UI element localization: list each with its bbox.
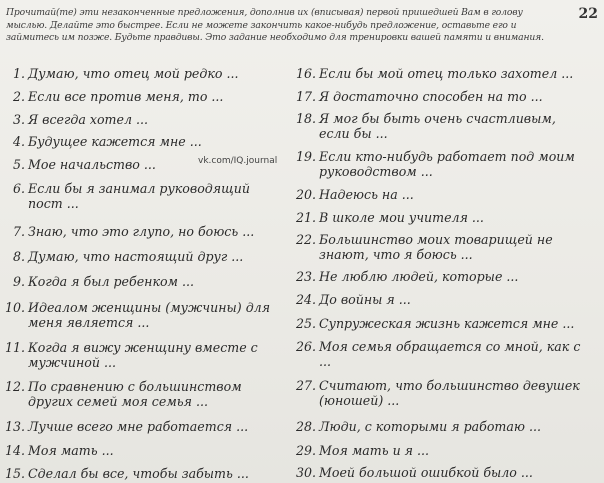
item-number: 19.: [296, 149, 317, 164]
sentence-item: [5, 224, 281, 239]
item-number: 6.: [12, 181, 25, 196]
sentence-item: [5, 300, 281, 330]
sentence-item: [5, 419, 281, 434]
sentence-item: [296, 339, 586, 369]
item-number: 23.: [296, 269, 317, 284]
sentence-item: [296, 66, 586, 81]
sentence-item: [5, 112, 281, 127]
item-number: 1.: [12, 66, 25, 81]
item-text: Моя семья обращается со мной, как с ...: [319, 339, 581, 369]
item-text: Большинство моих товарищей не знают, что я боюсь ...: [319, 232, 553, 262]
item-number: 20.: [296, 187, 317, 202]
item-text: Люди, с которыми я работаю ...: [319, 419, 541, 434]
sentence-item: [296, 316, 586, 331]
sentence-item: [5, 181, 281, 211]
sentence-item: [5, 66, 281, 81]
item-number: 14.: [5, 443, 26, 458]
sentence-item: [5, 443, 281, 458]
item-text: Сделал бы все, чтобы забыть ...: [28, 466, 249, 481]
item-number: 25.: [296, 316, 317, 331]
item-number: 13.: [5, 419, 26, 434]
item-text: Считают, что большинство девушек (юношей) ...: [319, 378, 580, 408]
sentence-item: [296, 378, 586, 408]
sentence-item: [296, 232, 586, 262]
sentence-item: [5, 134, 281, 149]
item-number: 10.: [5, 300, 26, 315]
item-text: Если бы я занимал руководящий пост ...: [28, 181, 250, 211]
item-number: 12.: [5, 379, 26, 394]
item-number: 16.: [296, 66, 317, 81]
sentence-item: [296, 465, 586, 480]
item-text: Я мог бы быть очень счастливым, если бы ...: [319, 111, 556, 141]
item-text: Когда я был ребенком ...: [28, 274, 195, 289]
item-number: 18.: [296, 111, 317, 126]
item-number: 7.: [12, 224, 25, 239]
item-text: Идеалом женщины (мужчины) для меня является ...: [28, 300, 271, 330]
item-text: Я всегда хотел ...: [28, 112, 148, 127]
item-number: 24.: [296, 292, 317, 307]
item-number: 11.: [5, 340, 26, 355]
item-number: 26.: [296, 339, 317, 354]
sentence-item: [5, 340, 281, 370]
item-number: 2.: [12, 89, 25, 104]
watermark: vk.com/IQ.journal: [198, 156, 278, 166]
item-text: Если бы мой отец только захотел ...: [319, 66, 574, 81]
sentence-item: [5, 274, 281, 289]
item-text: Думаю, что отец мой редко ...: [28, 66, 239, 81]
item-number: 4.: [12, 134, 25, 149]
sentence-item: [296, 111, 586, 141]
item-text: В школе мои учителя ...: [319, 210, 484, 225]
sentence-item: [296, 269, 586, 284]
item-number: 22.: [296, 232, 317, 247]
sentence-item: [296, 210, 586, 225]
sentence-item: [296, 89, 586, 104]
item-number: 29.: [296, 443, 317, 458]
item-number: 30.: [296, 465, 317, 480]
item-text: Мое начальство ...: [28, 157, 156, 172]
item-text: Будущее кажется мне ...: [28, 134, 202, 149]
item-number: 28.: [296, 419, 317, 434]
item-text: Знаю, что это глупо, но боюсь ...: [28, 224, 255, 239]
instructions-paragraph: Прочитай(те) эти незаконченные предложения, дополнив их (вписывая) первой пришедшей Вам в голову мыслью. Делайте это быстрее. Если не можете закончить какое-нибудь предложение, оставьте его и займитесь им позже. Будьте правдивы. Это задание необходимо для тренировки вашей памяти и внимания.: [6, 7, 544, 44]
item-text: Лучше всего мне работается ...: [28, 419, 249, 434]
sentence-item: [5, 379, 281, 409]
item-text: Если все против меня, то ...: [28, 89, 224, 104]
item-number: 3.: [12, 112, 25, 127]
sentence-item: [5, 157, 281, 172]
item-text: Надеюсь на ...: [319, 187, 414, 202]
item-text: Супружеская жизнь кажется мне ...: [319, 316, 575, 331]
item-number: 27.: [296, 378, 317, 393]
item-text: Если кто-нибудь работает под моим руководством ...: [319, 149, 575, 179]
sentence-item: [296, 419, 586, 434]
item-text: Когда я вижу женщину вместе с мужчиной ...: [28, 340, 258, 370]
item-number: 17.: [296, 89, 317, 104]
item-text: Не люблю людей, которые ...: [319, 269, 519, 284]
sentence-item: [5, 89, 281, 104]
item-text: По сравнению с большинством других семей моя семья ...: [28, 379, 242, 409]
page-number: 22: [578, 6, 598, 22]
item-number: 9.: [12, 274, 25, 289]
sentence-item: [296, 187, 586, 202]
sentence-item: [296, 149, 586, 179]
item-text: Моя мать ...: [28, 443, 114, 458]
sentence-item: [296, 443, 586, 458]
item-number: 8.: [12, 249, 25, 264]
sentence-item: [296, 292, 586, 307]
sentence-item: [5, 249, 281, 264]
item-text: Думаю, что настоящий друг ...: [28, 249, 244, 264]
item-text: Моей большой ошибкой было ...: [319, 465, 533, 480]
item-text: Я достаточно способен на то ...: [319, 89, 543, 104]
item-text: Моя мать и я ...: [319, 443, 430, 458]
item-number: 5.: [12, 157, 25, 172]
sentence-item: [5, 466, 281, 481]
item-text: До войны я ...: [319, 292, 411, 307]
item-number: 15.: [5, 466, 26, 481]
item-number: 21.: [296, 210, 317, 225]
